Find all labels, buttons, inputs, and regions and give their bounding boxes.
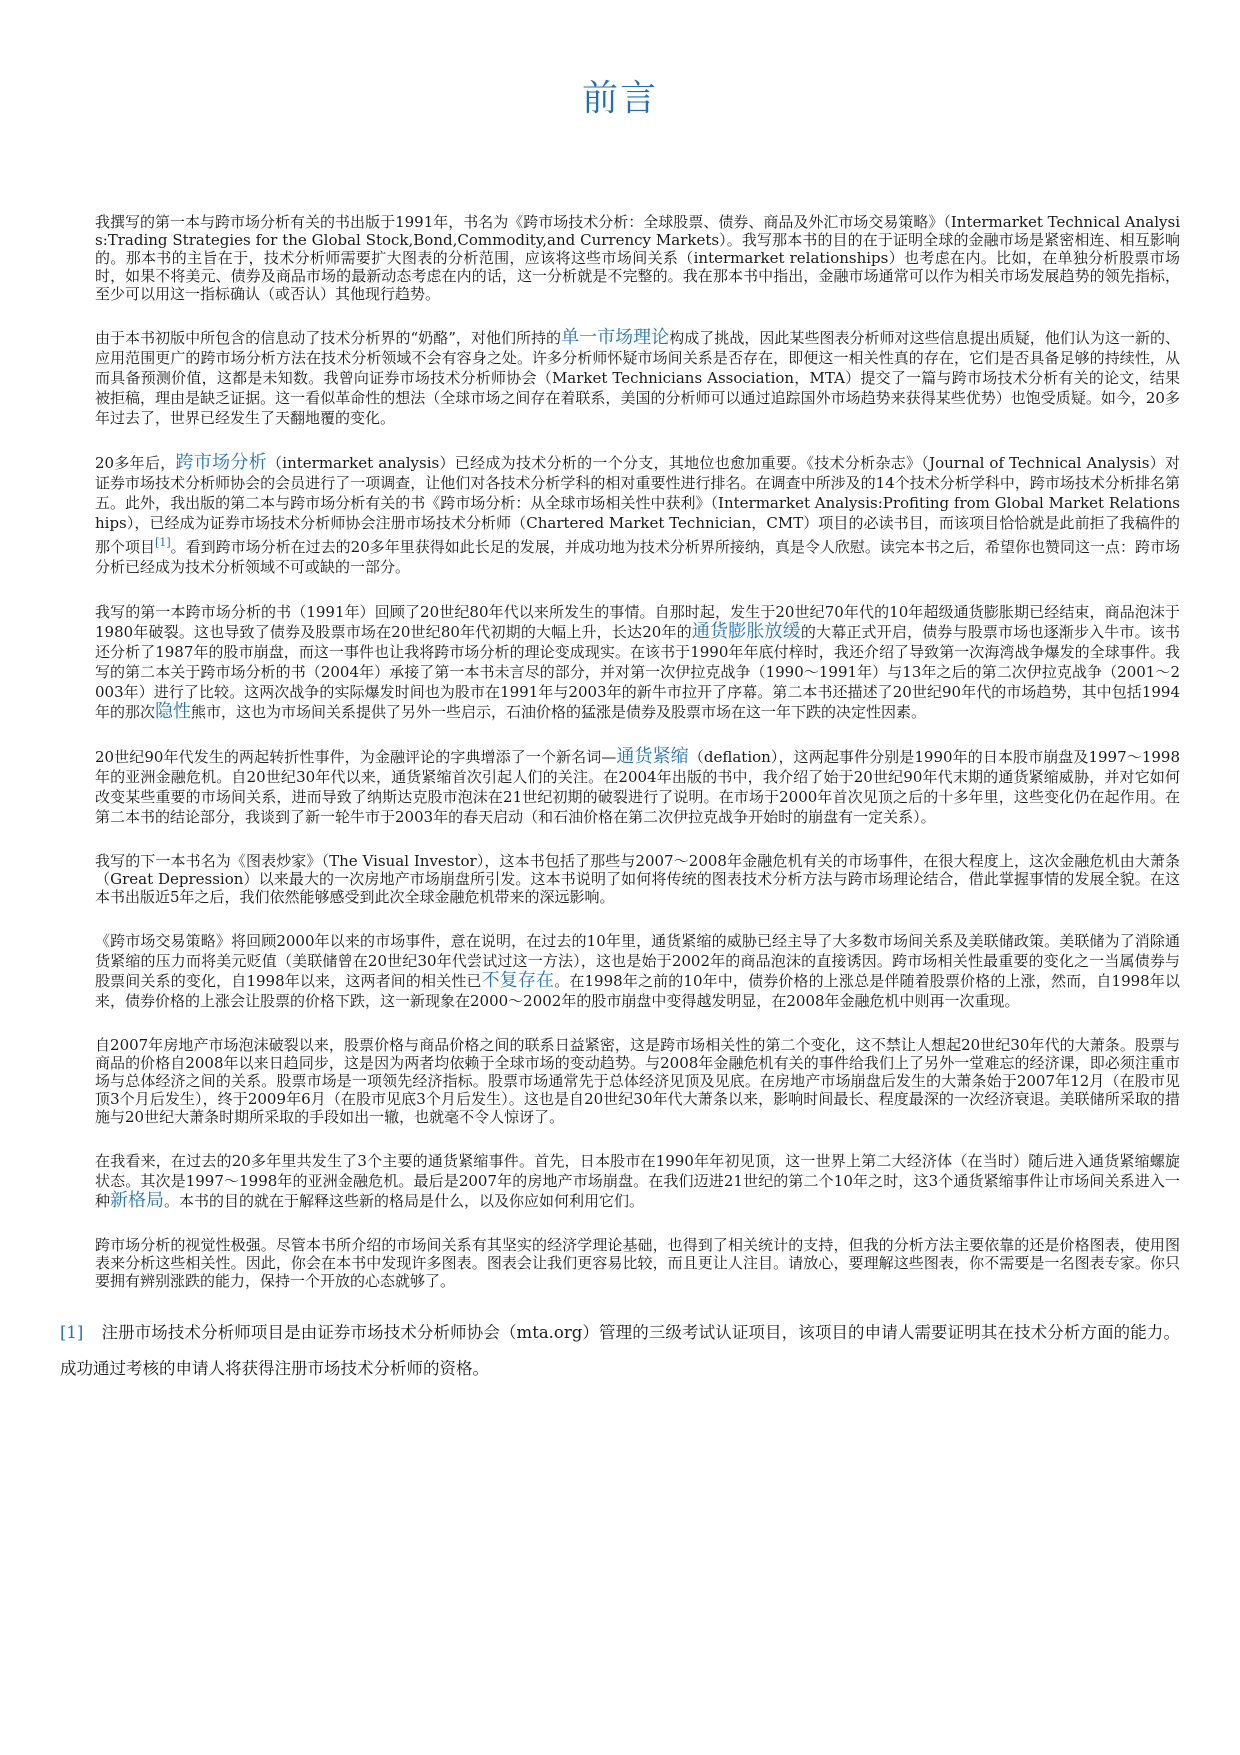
keyword-term: 隐性 [155, 701, 192, 722]
paragraph-text: 我撰写的第一本与跨市场分析有关的书出版于1991年，书名为《跨市场技术分析：全球股票、债券、商品及外汇市场交易策略》（Intermarket Technical Analysis:Trading Strategies for the Global Stock,Bond,Commodity,and Currency Markets）。我写那本书的目的在于证明全球的金融市场是紧密相连、相互影响的。那本书的主旨在于，技术分析师需要扩大图表的分析范围，应该将这些市场间关系（intermarket relationships）也考虑在内。比如，在单独分析股票市场时，如果不将美元、债券及商品市场的最新动态考虑在内的话，这一分析就是不完整的。我在那本书中指出，金融市场通常可以作为相关市场发展趋势的领先指标，至少可以用这一指标确认（或否认）其他现行趋势。 [95, 213, 1180, 303]
keyword-term: 通货膨胀放缓 [691, 621, 801, 642]
paragraph [95, 1151, 1180, 1211]
paragraph-text: （intermarket analysis）已经成为技术分析的一个分支，其地位也愈加重要。《技术分析杂志》（Journal of Technical Analysis）对证券市场技术分析师协会的会员进行了一项调查，让他们对各技术分析学科的相对重要性进行排名。在调查中所涉及的14个技术分析学科中，跨市场技术分析排名第五。此外，我出版的第二本与跨市场分析有关的书《跨市场分析：从全球市场相关性中获利》（Intermarket Analysis:Profiting from Global Market Relationships），已经成为证券市场技术分析师协会注册市场技术分析师（Chartered Market Technician，CMT）项目的必读书目，而该项目恰恰就是此前拒了我稿件的那个项目 [95, 454, 1180, 556]
paragraph-text: 20世纪90年代发生的两起转折性事件，为金融评论的字典增添了一个新名词— [95, 748, 617, 766]
paragraph-text: 构成了挑战，因此某些图表分析师对这些信息提出质疑，他们认为这一新的、应用范围更广的跨市场分析方法在技术分析领域不会有容身之处。许多分析师怀疑市场间关系是否存在，即便这一相关性真的存在，它们是否具备足够的持续性，从而具备预测价值，这都是未知数。我曾向证券市场技术分析师协会（Market Technicians Association，MTA）提交了一篇与跨市场技术分析有关的论文，结果被拒稿，理由是缺乏证据。这一看似革命性的想法（全球市场之间存在着联系，美国的分析师可以通过追踪国外市场趋势来获得某些优势）也饱受质疑。如今，20多年过去了，世界已经发生了天翻地覆的变化。 [95, 329, 1181, 427]
paragraph-text: 我写的下一本书名为《图表炒家》（The Visual Investor），这本书包括了那些与2007～2008年金融危机有关的市场事件，在很大程度上，这次金融危机由大萧条（Great Depression）以来最大的一次房地产市场崩盘所引发。这本书说明了如何将传统的图表技术分析方法与跨市场理论结合，借此掌握事情的发展全貌。在这本书出版近5年之后，我们依然能够感受到此次全球金融危机带来的深远影响。 [95, 852, 1180, 906]
paragraph [95, 213, 1180, 303]
paragraph-text: 我写的第一本跨市场分析的书（1991年）回顾了20世纪80年代以来所发生的事情。自那时起，发生于20世纪70年代的10年超级通货膨胀期已经结束，商品泡沫于1980年破裂。这也导致了债券及股票市场在20世纪80年代初期的大幅上升，长达20年的 [95, 603, 1180, 641]
keyword-term: 跨市场分析 [175, 452, 267, 473]
keyword-term: 通货紧缩 [616, 746, 689, 767]
paragraph [95, 747, 1180, 827]
paragraph-text: （deflation），这两起事件分别是1990年的日本股市崩盘及1997～1998年的亚洲金融危机。自20世纪30年代以来，通货紧缩首次引起人们的关注。在2004年出版的书中，我介绍了始于20世纪90年代末期的通货紧缩威胁，并对它如何改变某些重要的市场间关系，进而导致了纳斯达克股市泡沫在21世纪初期的破裂进行了说明。在市场于2000年首次见顶之后的十多年里，这些变化仍在起作用。在第二本书的结论部分，我谈到了新一轮牛市于2003年的春天启动（和石油价格在第二次伊拉克战争开始时的崩盘有一定关系）。 [95, 748, 1181, 826]
paragraph [95, 852, 1180, 906]
paragraph-text: 。在1998年之前的10年中，债券价格的上涨总是伴随着股票价格的上涨，然而，自1998年以来，债券价格的上涨会让股票的价格下跌，这一新现象在2000～2002年的股市崩盘中变得越发明显，在2008年金融危机中则再一次重现。 [95, 972, 1180, 1010]
paragraph-text: 《跨市场交易策略》将回顾2000年以来的市场事件，意在说明，在过去的10年里，通货紧缩的威胁已经主导了大多数市场间关系及美联储政策。美联储为了消除通货紧缩的压力而将美元贬值（美联储曾在20世纪30年代尝试过这一方法），这也是始于2002年的商品泡沫的直接诱因。跨市场相关性最重要的变化之一当属债券与股票间关系的变化，自1998年以来，这两者间的相关性已 [95, 932, 1180, 990]
paragraph-text: 。本书的目的就在于解释这些新的格局是什么，以及你应如何利用它们。 [164, 1192, 645, 1210]
paragraph-text: 熊市，这也为市场间关系提供了另外一些启示，石油价格的猛涨是债券及股票市场在这一年下跌的决定性因素。 [191, 703, 927, 721]
keyword-term: 不复存在 [481, 970, 555, 991]
footnote-ref-link[interactable]: [1] [155, 536, 171, 549]
paragraph-text: 20多年后， [95, 454, 176, 472]
keyword-term: 新格局 [110, 1190, 165, 1211]
paragraph [95, 602, 1180, 722]
paragraph [95, 328, 1180, 428]
page-title: 前言 [581, 78, 658, 119]
paragraph [95, 453, 1180, 577]
paragraph-text: 由于本书初版中所包含的信息动了技术分析界的“奶酪”，对他们所持的 [95, 329, 562, 347]
preface-body [95, 213, 1180, 1290]
paragraph-text: 的大幕正式开启，债券与股票市场也逐渐步入牛市。该书还分析了1987年的股市崩盘，而这一事件也让我将跨市场分析的理论变成现实。在该书于1990年年底付梓时，我还介绍了导致第一次海湾战争爆发的全球事件。我写的第二本关于跨市场分析的书（2004年）承接了第一本书未言尽的部分，并对第一次伊拉克战争（1990～1991年）与13年之后的第二次伊拉克战争（2001～2003年）进行了比较。这两次战争的实际爆发时间也为股市在1991年与2003年的新牛市拉开了序幕。第二本书还描述了20世纪90年代的市场趋势，其中包括1994年的那次 [95, 623, 1180, 721]
paragraph-text: 。看到跨市场分析在过去的20多年里获得如此长足的发展，并成功地为技术分析界所接纳，真是令人欣慰。读完本书之后，希望你也赞同这一点：跨市场分析已经成为技术分析领域不可或缺的一部分。 [95, 538, 1180, 576]
footnote [60, 1315, 1180, 1387]
paragraph-text: 自2007年房地产市场泡沫破裂以来，股票价格与商品价格之间的联系日益紧密，这是跨市场相关性的第二个变化，这不禁让人想起20世纪30年代的大萧条。股票与商品的价格自2008年以来日趋同步，这是因为两者均依赖于全球市场的变动趋势。与2008年金融危机有关的事件给我们上了另外一堂难忘的经济课，即必须注重市场与总体经济之间的关系。股票市场是一项领先经济指标。股票市场通常先于总体经济见顶及见底。在房地产市场崩盘后发生的大萧条始于2007年12月（在股市见顶3个月后发生），终于2009年6月（在股市见底3个月后发生）。这也是自20世纪30年代大萧条以来，影响时间最长、程度最深的一次经济衰退。美联储所采取的措施与20世纪大萧条时期所采取的手段如出一辙，也就毫不令人惊讶了。 [95, 1036, 1180, 1126]
paragraph [95, 931, 1180, 1011]
paragraph [95, 1236, 1180, 1290]
paragraph [95, 1036, 1180, 1126]
footnote-mark[interactable]: [1] [60, 1323, 84, 1342]
paragraph-text: 跨市场分析的视觉性极强。尽管本书所介绍的市场间关系有其坚实的经济学理论基础，也得到了相关统计的支持，但我的分析方法主要依靠的还是价格图表，使用图表来分析这些相关性。因此，你会在本书中发现许多图表。图表会让我们更容易比较，而且更让人注目。请放心，要理解这些图表，你不需要是一名图表专家。你只要拥有辨别涨跌的能力，保持一个开放的心态就够了。 [95, 1236, 1180, 1290]
paragraph-text: 在我看来，在过去的20多年里共发生了3个主要的通货紧缩事件。首先，日本股市在1990年年初见顶，这一世界上第二大经济体（在当时）随后进入通货紧缩螺旋状态。其次是1997～1998年的亚洲金融危机。最后是2007年的房地产市场崩盘。在我们迈进21世纪的第二个10年之时，这3个通货紧缩事件让市场间关系进入一种 [95, 1152, 1180, 1210]
keyword-term: 单一市场理论 [561, 327, 670, 348]
footnote-text: 注册市场技术分析师项目是由证券市场技术分析师协会（mta.org）管理的三级考试认证项目，该项目的申请人需要证明其在技术分析方面的能力。成功通过考核的申请人将获得注册市场技术分析师的资格。 [60, 1323, 1180, 1378]
